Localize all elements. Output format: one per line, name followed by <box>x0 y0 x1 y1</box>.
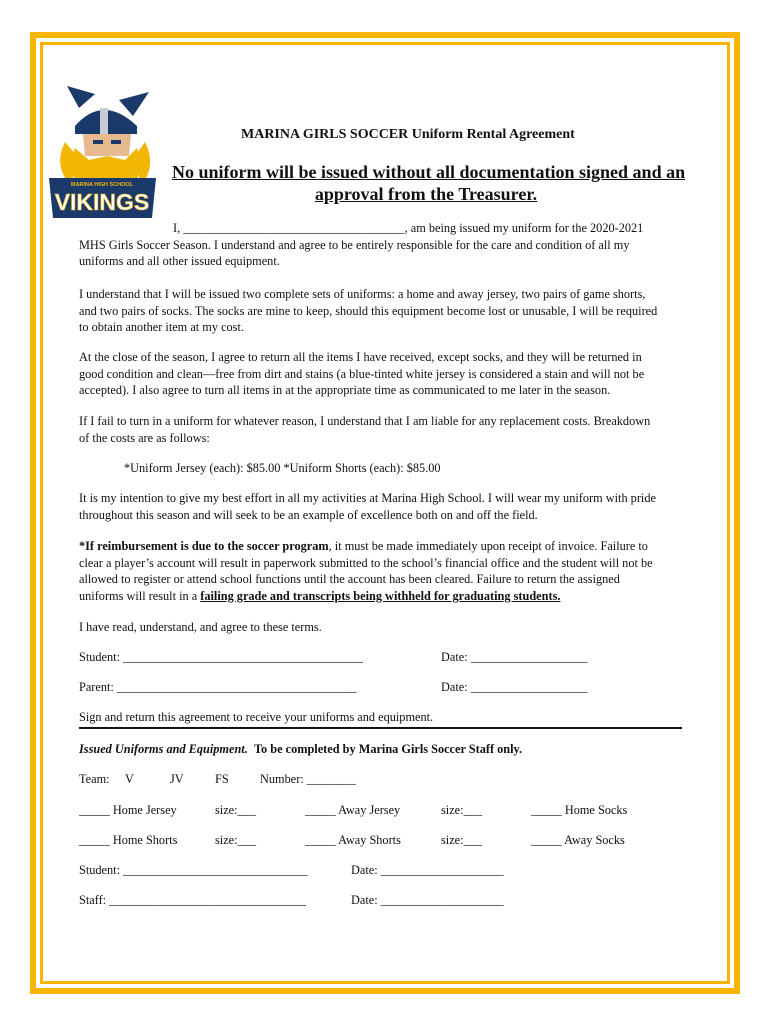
agree-statement: I have read, understand, and agree to these terms. <box>79 620 322 634</box>
paragraph-return <box>79 349 679 399</box>
para-line: uniforms and all other issued equipment. <box>79 254 280 268</box>
para-line: It is my intention to give my best effort in all my activities at Marina High School. I will wear my uniform with pride <box>79 491 656 505</box>
staff-section-heading <box>79 742 522 757</box>
paragraph-effort <box>79 490 679 523</box>
para-line: of the costs are as follows: <box>79 430 210 445</box>
away-shorts-size-field[interactable]: size:___ <box>441 833 482 847</box>
para-line: allowed to register or attend school functions until the account has been cleared. Failure to return the assigned <box>79 572 620 586</box>
para-line: throughout this season and will seek to be an example of excellence both on and off the field. <box>79 507 538 522</box>
notice-heading <box>172 161 686 205</box>
home-socks-field[interactable]: _____ Home Socks <box>531 803 628 817</box>
team-label: Team: <box>79 772 110 786</box>
home-shorts-field[interactable]: _____ Home Shorts <box>79 833 178 847</box>
paragraph-uniform-sets <box>79 286 679 336</box>
staff-heading-italic: Issued Uniforms and Equipment. <box>79 742 248 756</box>
vikings-logo <box>45 86 160 222</box>
home-shorts-size-field[interactable]: size:___ <box>215 833 256 847</box>
team-option-v[interactable]: V <box>125 772 134 786</box>
parent-date-line[interactable]: Date: ___________________ <box>441 680 588 694</box>
para-line: to obtain another item at my cost. <box>79 320 244 334</box>
para-line: accepted). I also agree to turn all items in at the appropriate time as communicated to me later in the season. <box>79 383 611 397</box>
para-line: and two pairs of socks. The socks are mine to keep, should this equipment become lost or unusable, I will be required <box>79 303 658 318</box>
failing-grade-warning: failing grade and transcripts being withheld for graduating students. <box>200 588 561 603</box>
number-field[interactable]: Number: ________ <box>260 772 356 786</box>
parent-signature-line[interactable]: Parent: _______________________________________ <box>79 680 357 694</box>
student-date-line[interactable]: Date: ___________________ <box>441 650 588 664</box>
staff-student-signature-line[interactable]: Student: ______________________________ <box>79 863 308 877</box>
away-jersey-field[interactable]: _____ Away Jersey <box>305 803 401 817</box>
logo-small-text: MARINA HIGH SCHOOL <box>70 182 134 188</box>
para-line: MHS Girls Soccer Season. I understand and agree to be entirely responsible for the care and condition of all my <box>79 237 630 252</box>
home-jersey-size-field[interactable]: size:___ <box>215 803 256 817</box>
reimbursement-bold: *If reimbursement is due to the soccer program <box>79 539 329 553</box>
staff-date-line[interactable]: Date: ____________________ <box>351 893 504 907</box>
away-socks-field[interactable]: _____ Away Socks <box>531 833 625 847</box>
staff-signature-line[interactable]: Staff: ________________________________ <box>79 893 306 907</box>
team-option-fs[interactable]: FS <box>215 772 229 786</box>
para-line: good condition and clean—free from dirt and stains (a blue-tinted white jersey is considered a stain and will not be <box>79 366 645 381</box>
staff-heading-rest: To be completed by Marina Girls Soccer Staff only. <box>253 742 523 756</box>
reimbursement-rest: , it must be made immediately upon receipt of invoice. Failure to <box>328 539 648 553</box>
para-line-prefix: uniforms will result in a <box>79 588 201 603</box>
away-shorts-field[interactable]: _____ Away Shorts <box>305 833 401 847</box>
page-title: MARINA GIRLS SOCCER Uniform Rental Agreement <box>241 127 575 142</box>
paragraph-liability <box>79 413 679 446</box>
cost-breakdown: *Uniform Jersey (each): $85.00 *Uniform Shorts (each): $85.00 <box>124 461 441 475</box>
team-option-jv[interactable]: JV <box>170 772 184 786</box>
return-note: Sign and return this agreement to receive your uniforms and equipment. <box>79 710 434 724</box>
notice-line-2: approval from the Treasurer. <box>314 184 538 204</box>
logo-big-text: VIKINGS <box>54 189 150 215</box>
para-line: If I fail to turn in a uniform for whatever reason, I understand that I am liable for any replacement costs. Breakdown <box>79 414 651 428</box>
para-line: At the close of the season, I agree to return all the items I have received, except socks, and they will be returned in <box>79 350 642 364</box>
paragraph-reimbursement <box>79 538 679 604</box>
notice-line-1: No uniform will be issued without all documentation signed and an <box>172 162 686 182</box>
section-divider <box>79 727 682 729</box>
para-line: clear a player’s account will result in paperwork submitted to the school’s financial office and the student will not be <box>79 555 653 570</box>
away-jersey-size-field[interactable]: size:___ <box>441 803 482 817</box>
home-jersey-field[interactable]: _____ Home Jersey <box>79 803 177 817</box>
para-line: I understand that I will be issued two complete sets of uniforms: a home and away jersey, two pairs of game shorts, <box>79 287 646 301</box>
staff-student-date-line[interactable]: Date: ____________________ <box>351 863 504 877</box>
paragraph-responsibility <box>79 220 679 270</box>
student-signature-line[interactable]: Student: _______________________________________ <box>79 650 363 664</box>
para-line: I, ____________________________________, am being issued my uniform for the 2020-2021 <box>173 221 644 235</box>
